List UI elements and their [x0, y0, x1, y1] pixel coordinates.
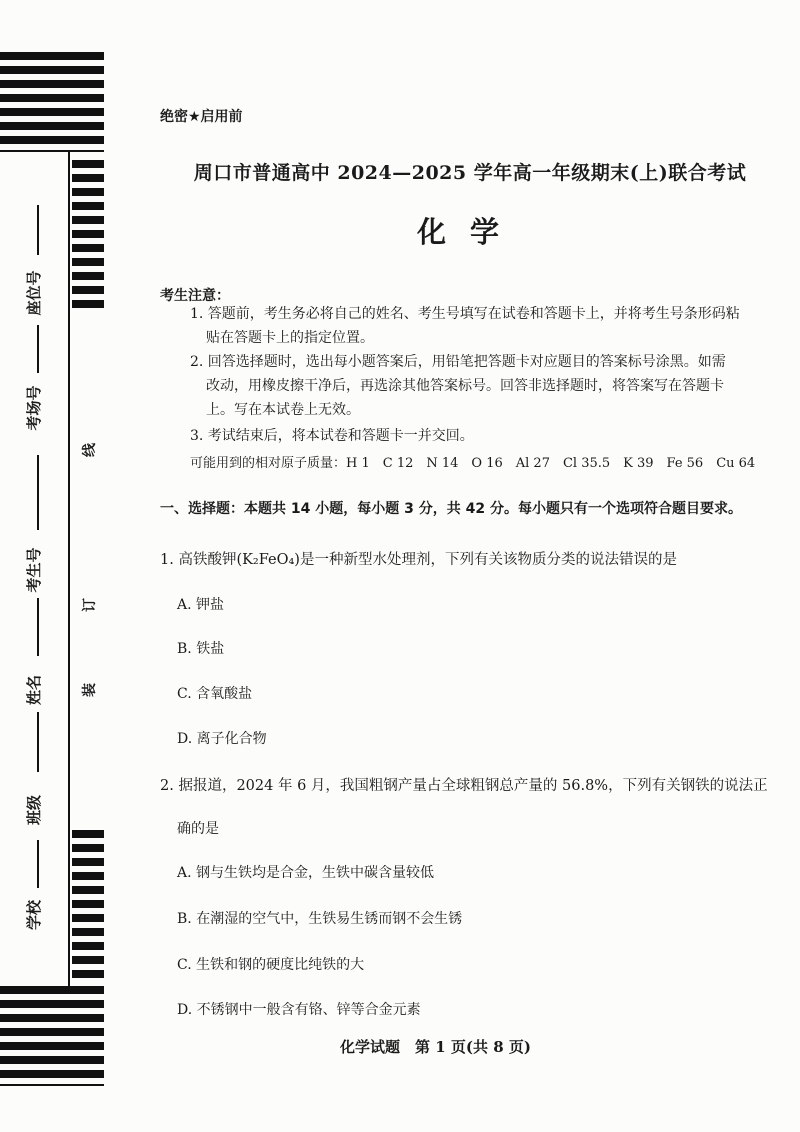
- note-item-2: [190, 350, 780, 422]
- question-1-option-a: A. 钾盐: [177, 597, 225, 613]
- note-3-line-1: 3. 考试结束后，将本试卷和答题卡一并交回。: [190, 428, 474, 444]
- binding-char-bind: 装: [82, 683, 98, 697]
- question-2-option-a: A. 钢与生铁均是合金，生铁中碳含量较低: [177, 865, 435, 881]
- binding-char-line: 线: [82, 443, 98, 457]
- note-2-line-2: 改动，用橡皮擦干净后，再选涂其他答案标号。回答非选择题时，将答案写在答题卡: [206, 378, 724, 394]
- subject-title: 化学: [416, 215, 523, 249]
- margin-label-seat: 座位号: [25, 270, 43, 316]
- question-2-stem: 2. 据报道，2024 年 6 月，我国粗钢产量占全球粗钢总产量的 56.8%，下列有关钢铁的说法正: [160, 778, 768, 794]
- margin-label-class: 班级: [25, 795, 43, 826]
- notes-heading: 考生注意：: [160, 288, 230, 304]
- margin-label-examinee-id: 考生号: [25, 547, 43, 593]
- section-heading: 一、选择题：本题共 14 小题，每小题 3 分，共 42 分。每小题只有一个选项符合题目要求。: [160, 501, 742, 517]
- question-2-option-d: D. 不锈钢中一般含有铬、锌等合金元素: [177, 1002, 421, 1018]
- margin-blank-class: [37, 712, 39, 772]
- margin-blank-room: [37, 325, 39, 373]
- margin-blank-school: [37, 840, 39, 888]
- margin-blank-name: [37, 598, 39, 656]
- note-2-line-1: 2. 回答选择题时，选出每小题答案后，用铅笔把答题卡对应题目的答案标号涂黑。如需: [190, 354, 726, 370]
- note-item-1: [190, 302, 780, 350]
- margin-label-school: 学校: [25, 900, 43, 931]
- binding-stripes-bottom: [0, 986, 104, 1086]
- note-2-line-3: 上。写在本试卷上无效。: [206, 402, 360, 418]
- margin-label-room: 考场号: [25, 385, 43, 431]
- question-1-option-b: B. 铁盐: [177, 641, 225, 657]
- margin-blank-examinee-id: [37, 455, 39, 530]
- binding-char-staple: 订: [82, 598, 98, 612]
- question-1-option-d: D. 离子化合物: [177, 731, 267, 747]
- question-2-option-b: B. 在潮湿的空气中，生铁易生锈而钢不会生锈: [177, 911, 463, 927]
- atomic-masses: 可能用到的相对原子质量：H 1 C 12 N 14 O 16 Al 27 Cl 35.5 K 39 Fe 56 Cu 64: [190, 456, 756, 471]
- binding-line: [68, 152, 70, 986]
- binding-stripes-inner-bottom: [72, 830, 104, 980]
- binding-stripes-top: [0, 52, 104, 152]
- note-item-3: [190, 424, 780, 448]
- question-2-option-c: C. 生铁和钢的硬度比纯铁的大: [177, 957, 365, 973]
- note-1-line-2: 贴在答题卡上的指定位置。: [206, 330, 374, 346]
- confidential-mark: 绝密★启用前: [160, 109, 243, 125]
- page-footer: 化学试题 第 1 页(共 8 页): [340, 1038, 531, 1056]
- exam-title: 周口市普通高中 2024—2025 学年高一年级期末(上)联合考试: [193, 162, 747, 184]
- margin-label-name: 姓名: [25, 675, 43, 706]
- question-2-stem-continued: 确的是: [177, 821, 219, 837]
- note-1-line-1: 1. 答题前，考生务必将自己的姓名、考生号填写在试卷和答题卡上，并将考生号条形码粘: [190, 306, 740, 322]
- margin-blank-seat: [37, 205, 39, 255]
- question-1-option-c: C. 含氧酸盐: [177, 686, 253, 702]
- question-1-stem: 1. 高铁酸钾(K₂FeO₄)是一种新型水处理剂，下列有关该物质分类的说法错误的是: [160, 552, 677, 568]
- binding-stripes-inner-top: [72, 160, 104, 310]
